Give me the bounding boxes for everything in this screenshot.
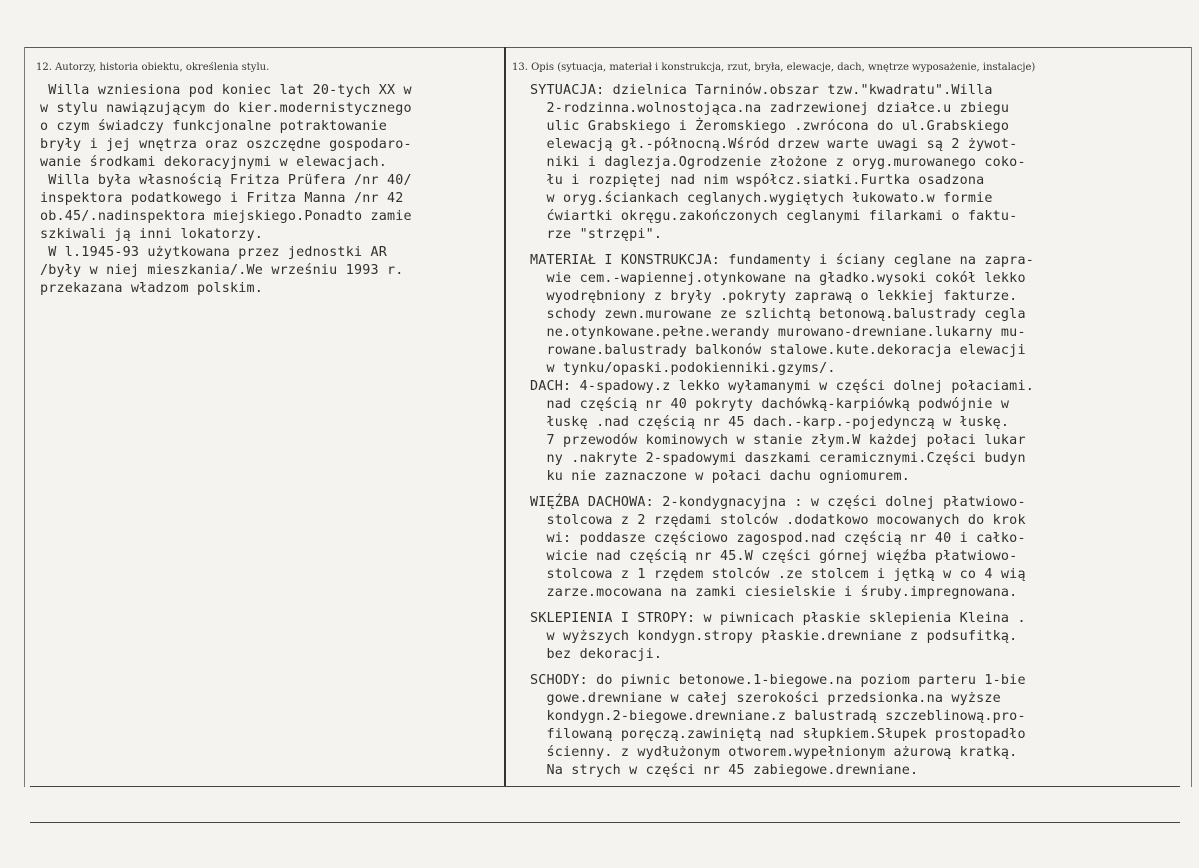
text-line: filowaną poręczą.zawiniętą nad słupkiem.Słupek prostopadło [530,727,1026,742]
text-line: w stylu nawiązującym do kier.modernistycznego [40,101,412,116]
text-line: wie cem.-wapiennej.otynkowane na gładko.wysoki cokół lekko [530,271,1026,286]
text-line: SYTUACJA: dzielnica Tarninów.obszar tzw."kwadratu".Willa [530,83,993,98]
section-13-heading: 13. Opis (sytuacja, materiał i konstrukcja, rzut, bryła, elewacje, dach, wnętrze wyposażenie, instalacje) [512,62,1036,73]
text-line: MATERIAŁ I KONSTRUKCJA: fundamenty i ściany ceglane na zapra- [530,253,1034,268]
text-line: w tynku/opaski.podokienniki.gzyms/. [530,361,836,376]
text-line: wi: poddasze częściowo zagospod.nad częścią nr 40 i całko- [530,531,1026,546]
text-line: rowane.balustrady balkonów stalowe.kute.dekoracja elewacji [530,343,1026,358]
text-line: gowe.drewniane w całej szerokości przedsionka.na wyższe [530,691,1001,706]
bottom-rule-lower [30,822,1180,823]
text-line: bez dekoracji. [530,647,663,662]
text-line: wanie środkami dekoracyjnymi w elewacjach. [40,155,387,170]
text-line: bryły i jej wnętrza oraz oszczędne gospodaro- [40,137,412,152]
text-line: rze "strzępi". [530,227,663,242]
text-line: Willa była własnością Fritza Prüfera /nr 40/ [40,173,412,188]
text-line: zarze.mocowana na zamki ciesielskie i śruby.impregnowana. [530,585,1018,600]
text-line: przekazana władzom polskim. [40,281,264,296]
section-12-body [40,82,412,298]
text-line: ulic Grabskiego i Żeromskiego .zwrócona do ul.Grabskiego [530,119,1010,134]
text-line: ścienny. z wydłużonym otworem.wypełnionym ażurową kratką. [530,745,1018,760]
text-line: wicie nad częścią nr 45.W części górnej więźba płatwiowo- [530,549,1018,564]
frame-left-rule [24,47,25,787]
paragraph-gap [530,244,1034,252]
text-line: niki i daglezja.Ogrodzenie złożone z oryg.murowanego coko- [530,155,1026,170]
text-line: w wyższych kondygn.stropy płaskie.drewniane z podsufitką. [530,629,1018,644]
text-line: schody zewn.murowane ze szlichtą betonową.balustrady cegla [530,307,1026,322]
paragraph-gap [530,486,1034,494]
text-line: 7 przewodów kominowych w stanie złym.W każdej połaci lukar [530,433,1026,448]
text-line: elewacją gł.-północną.Wśród drzew warte uwagi są 2 żywot- [530,137,1018,152]
text-line: łu i rozpiętej nad nim współcz.siatki.Furtka osadzona [530,173,985,188]
text-line: inspektora podatkowego i Fritza Manna /nr 42 [40,191,404,206]
section-13-body [530,82,1034,780]
text-line: o czym świadczy funkcjonalne potraktowanie [40,119,387,134]
text-line: ob.45/.nadinspektora miejskiego.Ponadto zamie [40,209,412,224]
text-line: wyodrębniony z bryły .pokryty zaprawą o lekkiej fakturze. [530,289,1018,304]
text-line: DACH: 4-spadowy.z lekko wyłamanymi w części dolnej połaciami. [530,379,1034,394]
frame-top-rule [24,47,1192,48]
text-line: 2-rodzinna.wolnostojąca.na zadrzewionej działce.u zbiegu [530,101,1010,116]
text-line: Willa wzniesiona pod koniec lat 20-tych XX w [40,83,412,98]
text-line: ne.otynkowane.pełne.werandy murowano-drewniane.lukarny mu- [530,325,1026,340]
text-line: ny .nakryte 2-spadowymi daszkami ceramicznymi.Części budyn [530,451,1026,466]
bottom-rule-upper [30,786,1180,787]
text-line: kondygn.2-biegowe.drewniane.z balustradą szczeblinową.pro- [530,709,1026,724]
text-line: stolcowa z 2 rzędami stolców .dodatkowo mocowanych do krok [530,513,1026,528]
section-12-heading: 12. Autorzy, historia obiektu, określenia stylu. [36,62,270,73]
text-line: WIĘŹBA DACHOWA: 2-kondygnacyjna : w części dolnej płatwiowo- [530,495,1026,510]
text-line: SKLEPIENIA I STROPY: w piwnicach płaskie sklepienia Kleina . [530,611,1026,626]
text-line: stolcowa z 1 rzędem stolców .ze stolcem i jętką w co 4 wią [530,567,1026,582]
text-line: w oryg.ściankach ceglanych.wygiętych łukowato.w formie [530,191,993,206]
text-line: ku nie zaznaczone w połaci dachu ogniomurem. [530,469,911,484]
text-line: W l.1945-93 użytkowana przez jednostki AR [40,245,387,260]
text-line: łuskę .nad częścią nr 45 dach.-karp.-pojedynczą w łuskę. [530,415,1010,430]
text-line: /były w niej mieszkania/.We wrześniu 1993 r. [40,263,404,278]
paragraph-gap [530,664,1034,672]
text-line: SCHODY: do piwnic betonowe.1-biegowe.na poziom parteru 1-bie [530,673,1026,688]
text-line: szkiwali ją inni lokatorzy. [40,227,264,242]
column-divider [504,47,506,787]
text-line: ćwiartki okręgu.zakończonych ceglanymi filarkami o faktu- [530,209,1018,224]
paragraph-gap [530,602,1034,610]
text-line: nad częścią nr 40 pokryty dachówką-karpiówką podwójnie w [530,397,1010,412]
text-line: Na strych w części nr 45 zabiegowe.drewniane. [530,763,919,778]
frame-right-rule [1191,47,1192,787]
